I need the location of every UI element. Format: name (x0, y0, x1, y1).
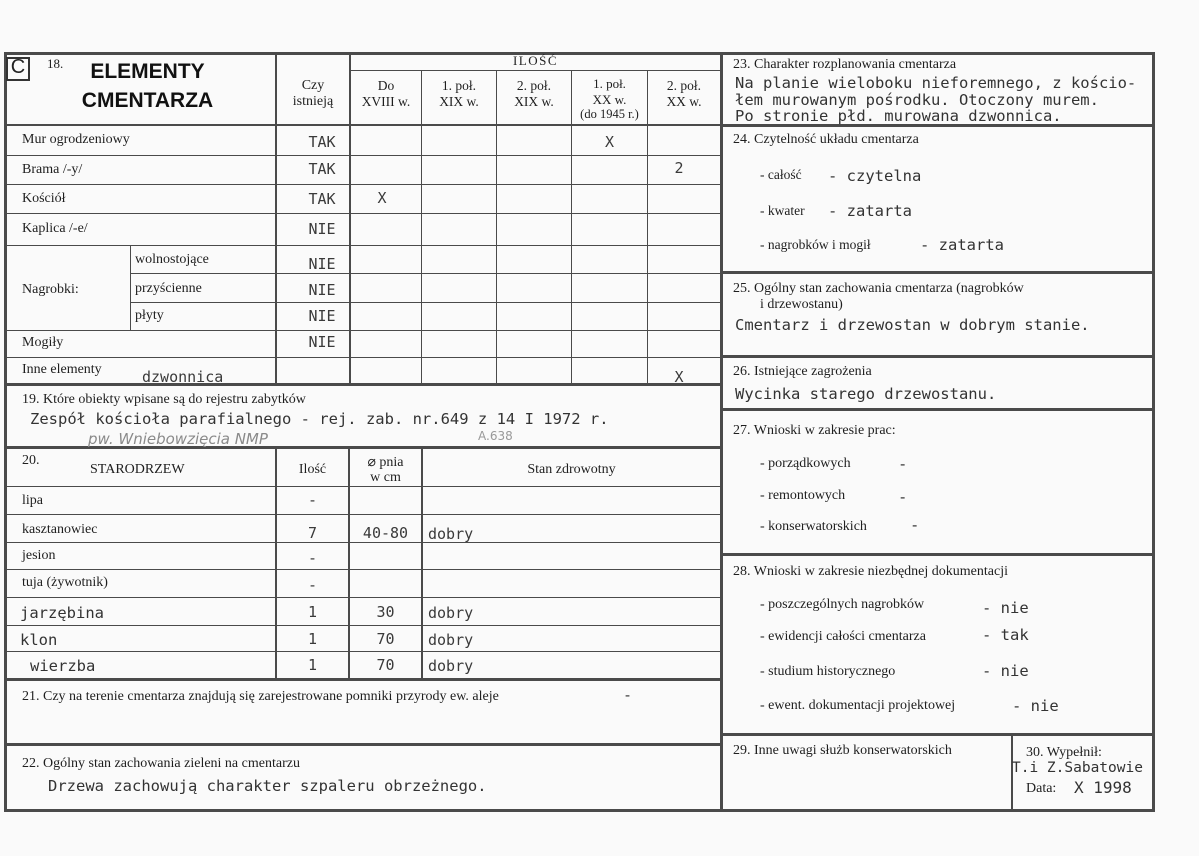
exists-mur: TAK (308, 133, 336, 151)
item-value: - nie (982, 599, 1029, 617)
item-value: - zatarta (828, 202, 912, 220)
tree-name: jesion (22, 548, 56, 563)
row-label-mogily: Mogiły (22, 335, 64, 350)
exists-plyty: NIE (308, 307, 336, 325)
mark-kosciol-xviii: X (377, 189, 387, 207)
tree-name: jarzębina (20, 604, 104, 622)
exists-kosciol: TAK (308, 190, 336, 208)
header-tree-ilosc: Ilość (298, 462, 327, 477)
header-czy: Czy (301, 78, 325, 93)
col-header-4-l1: 1. poł. (593, 76, 626, 91)
inne-value: dzwonnica (142, 368, 224, 386)
col-header-5-l1: 2. poł. (666, 78, 702, 93)
section-27-label: 27. Wnioski w zakresie prac: (733, 423, 896, 438)
item-label: - studium historycznego (760, 664, 896, 679)
section-19-label: 19. Które obiekty wpisane są do rejestru zabytków (22, 392, 306, 407)
tree-name: lipa (22, 493, 43, 508)
tree-diameter: 70 (376, 656, 395, 674)
section-26-value: Wycinka starego drzewostanu. (735, 385, 997, 403)
mark-brama-2-pol-xx: 2 (674, 159, 684, 177)
section-29-label: 29. Inne uwagi służb konserwatorskich (733, 743, 952, 758)
item-value: - nie (1012, 697, 1059, 715)
section-letter: C (10, 56, 26, 78)
section-19-handwritten: pw. Wniebowzięcia NMP (88, 430, 268, 448)
item-label: - nagrobków i mogił (760, 237, 871, 252)
item-value: - czytelna (828, 167, 922, 185)
header-pnia-cm: w cm (370, 470, 401, 485)
section-23-line2: łem murowanym pośrodku. Otoczony murem. (735, 91, 1099, 109)
row-label-inne: Inne elementy (22, 362, 102, 377)
item-value: - (910, 516, 920, 534)
item-label: - ewidencji całości cmentarza (760, 629, 926, 644)
tree-name: kasztanowiec (22, 522, 98, 537)
item-value: - (898, 488, 908, 506)
date-value: X 1998 (1074, 778, 1132, 797)
section-19-value: Zespół kościoła parafialnego - rej. zab. nr.649 z 14 I 1972 r. (30, 410, 609, 428)
item-value: - (898, 455, 908, 473)
col-header-4-l3: (do 1945 r.) (580, 107, 639, 121)
tree-qty: 1 (307, 603, 318, 621)
section-19-pencil-note: A.638 (478, 429, 513, 443)
row-label-mur: Mur ogrodzeniowy (22, 132, 130, 147)
mark-mur-1-pol-xx: X (604, 133, 615, 151)
tree-qty: - (307, 549, 318, 567)
tree-name: klon (20, 631, 58, 649)
col-header-2-l2: XIX w. (439, 94, 479, 109)
col-header-1-l2: XVIII w. (361, 94, 411, 109)
tree-qty: - (307, 576, 318, 594)
tree-diameter: 70 (376, 630, 395, 648)
section-23-line3: Po stronie płd. murowana dzwonnica. (735, 107, 1062, 125)
col-header-3-l2: XIX w. (514, 94, 554, 109)
col-header-2-l1: 1. poł. (441, 78, 477, 93)
item-value: - nie (982, 662, 1029, 680)
section-25-label-2: i drzewostanu) (760, 297, 843, 312)
item-label: - ewent. dokumentacji projektowej (760, 698, 956, 713)
section-26-label: 26. Istniejące zagrożenia (733, 364, 872, 379)
tree-name: wierzba (30, 657, 96, 675)
tree-diameter: 30 (376, 603, 395, 621)
section-23-label: 23. Charakter rozplanowania cmentarza (733, 57, 957, 72)
row-label-kaplica: Kaplica /-e/ (22, 221, 88, 236)
tree-state: dobry (428, 631, 474, 649)
col-header-1-l1: Do (377, 78, 395, 93)
row-label-plyty: płyty (135, 308, 164, 323)
tree-qty: 1 (307, 656, 318, 674)
section-title-line2: CMENTARZA (81, 89, 214, 112)
tree-state: dobry (428, 657, 474, 675)
exists-brama: TAK (308, 160, 336, 178)
header-pnia: ⌀ pnia (367, 455, 404, 470)
date-label: Data: (1026, 781, 1057, 796)
item-label: - konserwatorskich (760, 519, 867, 534)
exists-mogily: NIE (308, 333, 336, 351)
section-28-label: 28. Wnioski w zakresie niezbędnej dokumentacji (733, 564, 1008, 579)
section-21-value: - (623, 686, 633, 704)
item-label: - poszczególnych nagrobków (760, 597, 925, 612)
item-value: - tak (982, 626, 1029, 644)
section-24-label: 24. Czytelność układu cmentarza (733, 132, 919, 147)
tree-name: tuja (żywotnik) (22, 575, 108, 590)
tree-state: dobry (428, 525, 474, 543)
row-label-przyscienne: przyścienne (135, 281, 202, 296)
header-stan: Stan zdrowotny (527, 462, 616, 477)
tree-diameter: 40-80 (362, 524, 409, 542)
item-label: - porządkowych (760, 456, 851, 471)
section-number-18: 18. (47, 56, 64, 71)
item-label: - kwater (760, 203, 805, 218)
tree-qty: - (307, 491, 318, 509)
row-label-nagrobki: Nagrobki: (22, 282, 79, 297)
filled-by-name: T.i Z.Sabatowie (1012, 760, 1143, 776)
exists-kaplica: NIE (308, 220, 336, 238)
row-label-wolnostojace: wolnostojące (135, 252, 209, 267)
col-header-3-l1: 2. poł. (516, 78, 552, 93)
section-22-value: Drzewa zachowują charakter szpaleru obrzeżnego. (48, 777, 487, 795)
row-label-kosciol: Kościół (22, 191, 66, 206)
item-label: - całość (760, 167, 802, 182)
tree-qty: 7 (307, 524, 318, 542)
section-25-label: 25. Ogólny stan zachowania cmentarza (nagrobków (733, 281, 1024, 296)
tree-state: dobry (428, 604, 474, 622)
section-25-value: Cmentarz i drzewostan w dobrym stanie. (735, 316, 1090, 334)
section-21-label: 21. Czy na terenie cmentarza znajdują się zarejestrowane pomniki przyrody ew. aleje (22, 689, 499, 704)
col-header-5-l2: XX w. (666, 94, 702, 109)
exists-przyscienne: NIE (308, 281, 336, 299)
section-20-number: 20. (22, 453, 40, 468)
header-istnieja: istnieją (292, 94, 334, 109)
header-ilosc: ILOŚĆ (512, 53, 559, 68)
exists-wolnostojace: NIE (308, 255, 336, 273)
section-title-line1: ELEMENTY (90, 60, 205, 83)
section-23-line1: Na planie wieloboku nieforemnego, z kościo- (735, 74, 1137, 92)
item-value: - zatarta (920, 236, 1004, 254)
col-header-4-l2: XX w. (592, 92, 627, 107)
tree-qty: 1 (307, 630, 318, 648)
row-label-brama: Brama /-y/ (22, 162, 83, 177)
section-30-label: 30. Wypełnił: (1026, 745, 1102, 760)
section-22-label: 22. Ogólny stan zachowania zieleni na cmentarzu (22, 756, 300, 771)
item-label: - remontowych (760, 488, 846, 503)
header-starodrzew: STARODRZEW (90, 462, 185, 477)
mark-inne-2-pol-xx: X (674, 368, 684, 386)
